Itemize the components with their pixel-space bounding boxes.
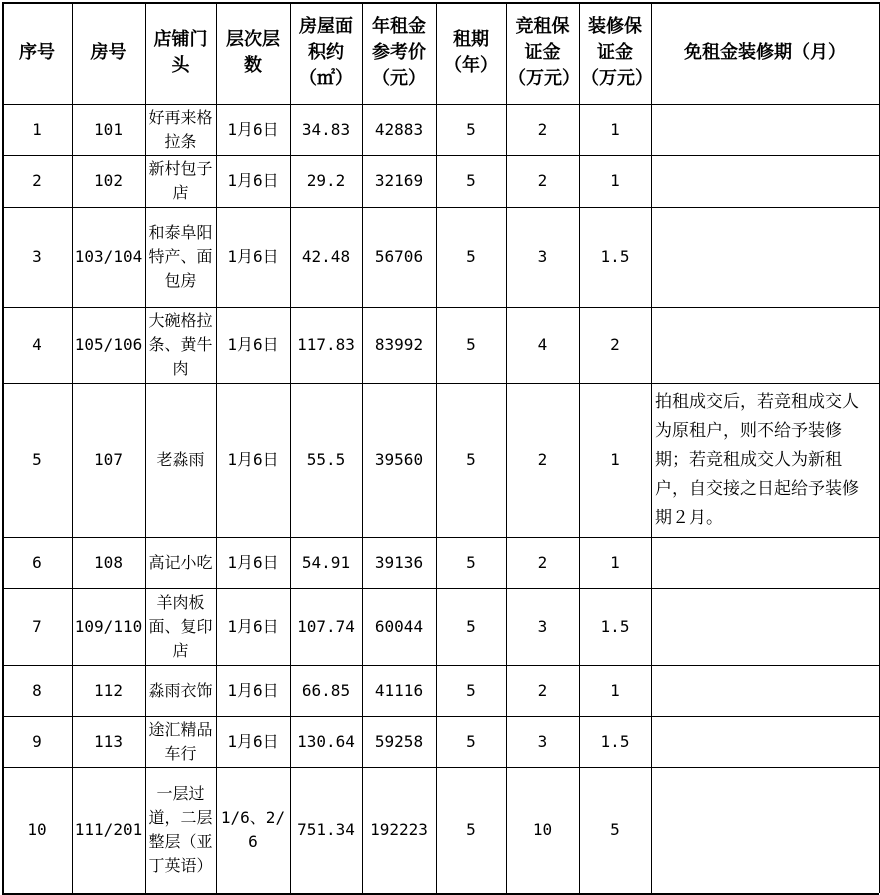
row-5-area (290, 383, 362, 537)
row-3-room-number (72, 207, 145, 307)
row-divider (2, 155, 879, 156)
row-10-annual-rent (362, 767, 436, 893)
row-3-decoration-deposit (579, 207, 651, 307)
row-6-seq (2, 537, 72, 588)
column-divider (436, 2, 437, 893)
row-9-room-number (72, 716, 145, 767)
row-2-seq-text: 2 (32, 171, 42, 190)
row-divider (2, 588, 879, 589)
row-7-bid-deposit-text: 3 (537, 616, 548, 636)
header-shop (145, 2, 216, 104)
free-period-note (651, 383, 879, 537)
row-5-annual-rent (362, 383, 436, 537)
row-8-seq-text: 8 (32, 680, 42, 700)
row-3-shop-name-text: 和泰阜阳特产、面包房 (148, 223, 213, 290)
row-5-shop-name-text: 老淼雨 (156, 450, 205, 469)
row-4-room-number-text: 105/106 (74, 335, 143, 354)
row-9-room-number-text: 113 (94, 731, 123, 751)
row-5-area-text: 55.5 (306, 450, 346, 469)
row-9-area-text: 130.64 (297, 731, 355, 751)
header-room-text: 房号 (90, 42, 127, 63)
row-10-lease-term-text: 5 (466, 820, 476, 839)
row-5-annual-rent-text: 39560 (374, 450, 424, 469)
header-bid-deposit-text: 竞租保证金（万元） (508, 16, 580, 89)
row-2-floor-level (216, 155, 290, 207)
row-9-seq-text: 9 (32, 731, 42, 751)
row-1-decoration-deposit (579, 104, 651, 155)
row-10-shop-name-text: 一层过道，二层整层（亚丁英语） (148, 784, 213, 875)
row-7-seq (2, 588, 72, 665)
row-8-bid-deposit-text: 2 (537, 680, 548, 700)
row-3-annual-rent-text: 56706 (374, 247, 424, 266)
row-7-lease-term (436, 588, 506, 665)
row-1-seq (2, 104, 72, 155)
row-6-room-number-text: 108 (94, 552, 123, 572)
row-4-lease-term-text: 5 (466, 335, 476, 354)
row-6-decoration-deposit (579, 537, 651, 588)
row-4-annual-rent (362, 307, 436, 383)
row-divider (2, 104, 879, 105)
row-5-lease-term (436, 383, 506, 537)
row-2-area-text: 29.2 (306, 171, 346, 190)
row-9-shop-name (145, 716, 216, 767)
row-10-annual-rent-text: 192223 (370, 820, 428, 839)
row-1-room-number (72, 104, 145, 155)
row-2-seq (2, 155, 72, 207)
row-2-floor-level-text: 1月6日 (227, 171, 279, 190)
column-divider (72, 2, 73, 893)
row-5-floor-level (216, 383, 290, 537)
header-area-text: 房屋面积约（㎡） (299, 16, 353, 89)
row-4-area-text: 117.83 (297, 335, 355, 354)
row-2-decoration-deposit-text: 1 (610, 171, 620, 190)
row-3-area (290, 207, 362, 307)
row-1-shop-name-text: 好再来格拉条 (148, 107, 213, 151)
row-7-shop-name (145, 588, 216, 665)
row-7-area (290, 588, 362, 665)
row-7-room-number-text: 109/110 (74, 616, 143, 636)
row-1-annual-rent (362, 104, 436, 155)
row-9-bid-deposit (506, 716, 579, 767)
row-3-bid-deposit (506, 207, 579, 307)
column-divider (290, 2, 291, 893)
row-5-room-number-text: 107 (94, 450, 123, 469)
row-3-seq-text: 3 (32, 247, 42, 266)
header-floor (216, 2, 290, 104)
row-divider (2, 2, 879, 4)
row-3-decoration-deposit-text: 1.5 (600, 247, 630, 266)
row-2-decoration-deposit (579, 155, 651, 207)
row-9-shop-name-text: 途汇精品车行 (148, 719, 213, 763)
row-2-bid-deposit (506, 155, 579, 207)
row-9-lease-term-text: 5 (466, 731, 476, 751)
header-room (72, 2, 145, 104)
header-bid-deposit (506, 2, 579, 104)
row-1-room-number-text: 101 (94, 119, 123, 139)
row-1-bid-deposit-text: 2 (537, 119, 548, 139)
row-divider (2, 307, 879, 308)
row-6-shop-name-text: 高记小吃 (148, 552, 213, 572)
row-2-lease-term (436, 155, 506, 207)
row-7-seq-text: 7 (32, 616, 42, 636)
row-1-bid-deposit (506, 104, 579, 155)
row-10-lease-term (436, 767, 506, 893)
row-2-shop-name (145, 155, 216, 207)
free-period-note-text: 拍租成交后，若竞租成交人为原租户，则不给予装修期；若竞租成交人为新租户，自交接之日起给予装修期２月。 (655, 391, 859, 528)
row-4-bid-deposit (506, 307, 579, 383)
row-6-seq-text: 6 (32, 552, 42, 572)
row-6-floor-level-text: 1月6日 (227, 552, 279, 572)
row-4-seq-text: 4 (32, 335, 42, 354)
row-9-lease-term (436, 716, 506, 767)
row-4-room-number (72, 307, 145, 383)
row-10-area (290, 767, 362, 893)
row-10-shop-name (145, 767, 216, 893)
row-1-lease-term (436, 104, 506, 155)
row-8-floor-level (216, 665, 290, 716)
row-6-annual-rent-text: 39136 (374, 552, 424, 572)
row-3-annual-rent (362, 207, 436, 307)
row-10-bid-deposit-text: 10 (532, 820, 553, 839)
row-3-floor-level (216, 207, 290, 307)
row-6-floor-level (216, 537, 290, 588)
row-7-annual-rent (362, 588, 436, 665)
row-6-area-text: 54.91 (301, 552, 351, 572)
row-5-bid-deposit (506, 383, 579, 537)
row-10-bid-deposit (506, 767, 579, 893)
row-3-lease-term-text: 5 (466, 247, 476, 266)
row-divider (2, 537, 879, 538)
row-4-area (290, 307, 362, 383)
row-1-floor-level-text: 1月6日 (227, 119, 279, 139)
row-9-annual-rent-text: 59258 (374, 731, 424, 751)
row-7-decoration-deposit-text: 1.5 (600, 616, 630, 636)
header-deco-deposit-text: 装修保证金（万元） (581, 16, 653, 89)
row-7-bid-deposit (506, 588, 579, 665)
row-8-area-text: 66.85 (301, 680, 351, 700)
row-9-decoration-deposit (579, 716, 651, 767)
row-8-lease-term (436, 665, 506, 716)
row-5-shop-name (145, 383, 216, 537)
row-9-seq (2, 716, 72, 767)
row-7-annual-rent-text: 60044 (374, 616, 424, 636)
row-7-floor-level-text: 1月6日 (227, 616, 279, 636)
header-seq-text: 序号 (19, 42, 55, 63)
row-6-bid-deposit-text: 2 (537, 552, 548, 572)
row-3-area-text: 42.48 (301, 247, 351, 266)
row-3-floor-level-text: 1月6日 (227, 247, 279, 266)
row-6-room-number (72, 537, 145, 588)
row-6-lease-term-text: 5 (466, 552, 476, 572)
row-5-floor-level-text: 1月6日 (227, 450, 279, 469)
row-6-lease-term (436, 537, 506, 588)
row-1-floor-level (216, 104, 290, 155)
row-1-lease-term-text: 5 (466, 119, 476, 139)
column-divider (362, 2, 363, 893)
row-8-shop-name-text: 淼雨衣饰 (148, 680, 213, 700)
row-7-area-text: 107.74 (297, 616, 355, 636)
row-2-shop-name-text: 新村包子店 (148, 159, 213, 202)
row-4-decoration-deposit (579, 307, 651, 383)
row-10-floor-level (216, 767, 290, 893)
row-divider (2, 767, 879, 768)
row-6-shop-name (145, 537, 216, 588)
row-5-room-number (72, 383, 145, 537)
row-5-bid-deposit-text: 2 (537, 450, 548, 469)
row-2-room-number (72, 155, 145, 207)
column-divider (506, 2, 507, 893)
row-5-seq-text: 5 (32, 450, 42, 469)
row-9-floor-level-text: 1月6日 (227, 731, 279, 751)
row-10-seq (2, 767, 72, 893)
row-4-floor-level (216, 307, 290, 383)
row-4-lease-term (436, 307, 506, 383)
row-1-area-text: 34.83 (301, 119, 351, 139)
header-rent-text: 年租金参考价（元） (372, 16, 426, 89)
row-8-lease-term-text: 5 (466, 680, 476, 700)
row-10-area-text: 751.34 (297, 820, 355, 839)
row-8-seq (2, 665, 72, 716)
row-8-decoration-deposit (579, 665, 651, 716)
row-5-decoration-deposit-text: 1 (610, 450, 620, 469)
row-4-annual-rent-text: 83992 (374, 335, 424, 354)
row-6-area (290, 537, 362, 588)
row-3-seq (2, 207, 72, 307)
row-1-decoration-deposit-text: 1 (610, 119, 620, 139)
row-4-bid-deposit-text: 4 (537, 335, 548, 354)
row-7-lease-term-text: 5 (466, 616, 476, 636)
row-8-room-number (72, 665, 145, 716)
row-8-floor-level-text: 1月6日 (227, 680, 279, 700)
header-term-text: 租期（年） (444, 29, 498, 76)
row-7-decoration-deposit (579, 588, 651, 665)
row-8-annual-rent (362, 665, 436, 716)
row-2-room-number-text: 102 (94, 171, 123, 190)
row-9-decoration-deposit-text: 1.5 (600, 731, 630, 751)
row-9-area (290, 716, 362, 767)
row-1-seq-text: 1 (32, 119, 42, 139)
row-8-decoration-deposit-text: 1 (610, 680, 620, 700)
header-rent (362, 2, 436, 104)
row-5-seq (2, 383, 72, 537)
row-8-room-number-text: 112 (94, 680, 123, 700)
row-3-lease-term (436, 207, 506, 307)
row-1-annual-rent-text: 42883 (374, 119, 424, 139)
row-5-decoration-deposit (579, 383, 651, 537)
row-5-lease-term-text: 5 (466, 450, 476, 469)
column-divider (579, 2, 580, 893)
row-10-room-number (72, 767, 145, 893)
row-10-decoration-deposit-text: 5 (610, 820, 620, 839)
row-6-bid-deposit (506, 537, 579, 588)
row-1-area (290, 104, 362, 155)
row-10-room-number-text: 111/201 (74, 820, 143, 839)
row-8-annual-rent-text: 41116 (374, 680, 424, 700)
row-2-annual-rent (362, 155, 436, 207)
row-7-floor-level (216, 588, 290, 665)
row-1-shop-name (145, 104, 216, 155)
header-floor-text: 层次层数 (226, 29, 280, 76)
row-9-annual-rent (362, 716, 436, 767)
row-divider (2, 207, 879, 208)
row-4-seq (2, 307, 72, 383)
row-10-decoration-deposit (579, 767, 651, 893)
row-7-room-number (72, 588, 145, 665)
header-shop-text: 店铺门头 (153, 29, 208, 76)
row-7-shop-name-text: 羊肉板面、复印店 (148, 592, 213, 660)
column-divider (216, 2, 217, 893)
header-deco-deposit (579, 2, 651, 104)
header-free-period-text: 免租金装修期（月） (684, 42, 846, 63)
row-2-area (290, 155, 362, 207)
row-8-bid-deposit (506, 665, 579, 716)
column-divider (651, 2, 652, 893)
row-3-bid-deposit-text: 3 (537, 247, 548, 266)
row-6-decoration-deposit-text: 1 (610, 552, 620, 572)
header-free-period (651, 2, 879, 104)
row-3-room-number-text: 103/104 (74, 247, 143, 266)
row-divider (2, 383, 879, 384)
row-4-shop-name-text: 大碗格拉条、黄牛肉 (148, 311, 213, 378)
row-4-decoration-deposit-text: 2 (610, 335, 620, 354)
header-area (290, 2, 362, 104)
row-3-shop-name (145, 207, 216, 307)
row-9-floor-level (216, 716, 290, 767)
header-seq (2, 2, 72, 104)
row-2-annual-rent-text: 32169 (374, 171, 424, 190)
column-divider (2, 2, 4, 893)
row-2-bid-deposit-text: 2 (537, 171, 548, 190)
column-divider (145, 2, 146, 893)
row-9-bid-deposit-text: 3 (537, 731, 548, 751)
row-divider (2, 665, 879, 666)
row-divider (2, 716, 879, 717)
row-10-seq-text: 10 (27, 820, 47, 839)
header-term (436, 2, 506, 104)
row-2-lease-term-text: 5 (466, 171, 476, 190)
row-10-floor-level-text: 1/6、2/6 (220, 808, 286, 851)
row-4-shop-name (145, 307, 216, 383)
row-4-floor-level-text: 1月6日 (227, 335, 279, 354)
row-8-area (290, 665, 362, 716)
row-6-annual-rent (362, 537, 436, 588)
row-8-shop-name (145, 665, 216, 716)
